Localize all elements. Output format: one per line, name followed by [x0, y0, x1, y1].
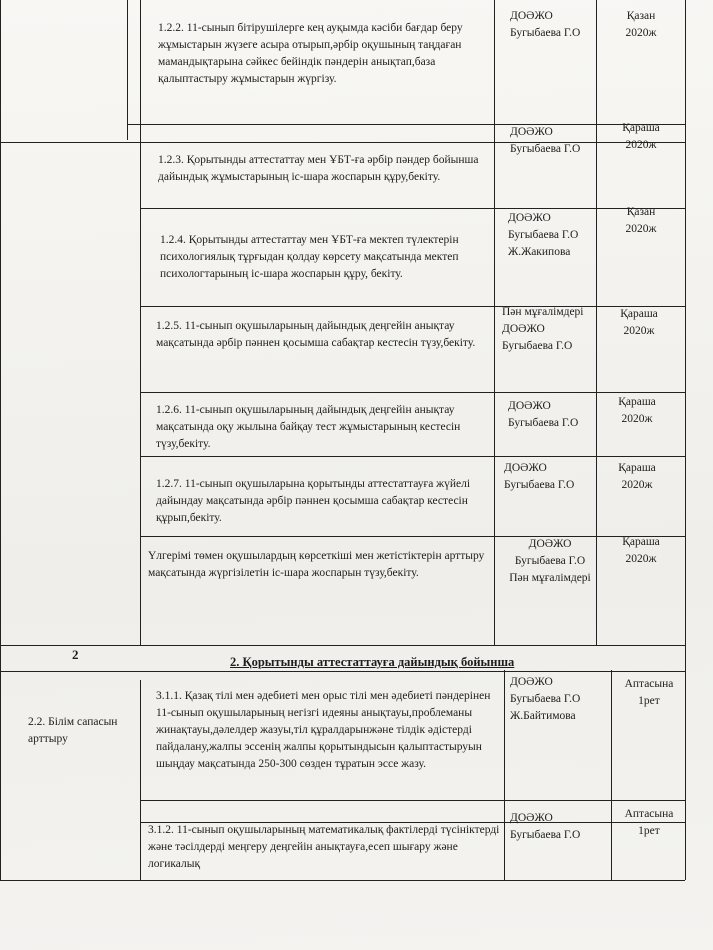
block-left-divider [140, 680, 141, 880]
row-line [140, 208, 685, 209]
responsible-cell: ДОӘЖО Бугыбаева Г.О [504, 462, 575, 491]
date-cell: Қараша 2020ж [622, 536, 660, 565]
date-cell: Қараша 2020ж [620, 308, 658, 337]
row-line [140, 536, 685, 537]
responsible-cell: Пән мұғалімдері ДОӘЖО Бугыбаева Г.О [502, 306, 584, 352]
right-border [685, 0, 686, 880]
responsible-cell: ДОӘЖО Бугыбаева Г.О [510, 812, 581, 841]
task-cell: 1.2.6. 11-сынып оқушыларының дайындық деңгейін анықтау мақсатында оқу жылына байқау тест жұмыстарының кестесін түзу,бекіту. [156, 404, 461, 450]
date-cell: Қазан 2020ж [625, 206, 657, 235]
date-cell: Аптасына 1рет [624, 808, 674, 837]
date-cell: Қазан 2020ж [625, 10, 657, 39]
date-cell: Аптасына 1рет [624, 678, 674, 707]
date-cell: Қараша 2020ж [622, 122, 660, 151]
column-divider-1 [140, 0, 141, 645]
row-line [140, 392, 685, 393]
column-divider-task-top [127, 0, 128, 140]
responsible-cell: ДОӘЖО Бугыбаева Г.О Пән мұғалімдері [509, 538, 591, 584]
task-cell: Үлгерімі төмен оқушылардың көрсеткіші мен жетістіктерін арттыру мақсатында жүргізілетін іс-шара жоспарын түзу,бекіту. [148, 550, 485, 579]
section-title: 2. Қорытынды аттестаттауға дайындық бойынша [230, 655, 515, 669]
left-border [0, 0, 1, 880]
task-cell: 1.2.2. 11-сынып бітірушілерге кең ауқымда кәсіби бағдар беру жұмыстарын жүзеге асыра отырып,әрбір оқушының таңдаған мамандықтарына сәйкес бейіндік пәндерін анықтап,база қалыптастыру жұмыстарын жүргізу. [158, 22, 463, 85]
task-cell: 1.2.3. Қорытынды аттестаттау мен ҰБТ-ға әрбір пәндер бойынша дайындық жұмыстарының іс-шара жоспарын құру,бекіту. [158, 154, 479, 183]
responsible-cell: ДОӘЖО Бугыбаева Г.О [510, 126, 581, 155]
task-cell: 3.1.2. 11-сынып оқушыларының математикалық фактілерді түсініктерді және тәсілдерді меңгеру деңгейін анықтауға,есеп шығару және логикалық [148, 824, 500, 870]
block-resp-divider [611, 670, 612, 880]
column-divider-3 [596, 0, 597, 645]
row-line [140, 306, 685, 307]
task-cell: 3.1.1. Қазақ тілі мен әдебиеті мен орыс тілі мен әдебиеті пәндерінен 11-сынып оқушыларының негізгі идеяны анықтауы,проблеманы жинақтауы,дәлелдер жазуы,тіл құралдарынжәне тілдік әдістерді пайдалану,жалпы эссенің жалпы қорытындысын қалыптастыруын шыңдау мақсатында 250-300 сөзден тұратын эссе жазу. [156, 690, 491, 770]
row-line [0, 645, 685, 646]
row-line [140, 800, 685, 801]
task-cell: 1.2.4. Қорытынды аттестаттау мен ҰБТ-ға мектеп түлектерін психологиялық тұрғыдан қолдау көрсету мақсатында мектеп психологтарының іс-шара жоспарын құру, бекіту. [160, 234, 459, 280]
block-left-label: 2.2. Білім сапасын арттыру [28, 716, 118, 745]
date-cell: Қараша 2020ж [618, 462, 656, 491]
date-cell: Қараша 2020ж [618, 396, 656, 425]
task-cell: 1.2.5. 11-сынып оқушыларының дайындық деңгейін анықтау мақсатында әрбір пәннен қосымша сабақтар кестесін түзу,бекіту. [156, 320, 476, 349]
row-line [127, 124, 685, 125]
row-line [0, 671, 685, 672]
row-line [140, 456, 685, 457]
task-cell: 1.2.7. 11-сынып оқушыларына қорытынды аттестаттауға жүйелі дайындау мақсатында әрбір пәннен қосымша сабақтар кестесін құрып,бекіту. [156, 478, 471, 524]
block-task-divider [504, 670, 505, 880]
section-number: 2 [72, 647, 79, 662]
column-divider-2 [494, 0, 495, 645]
bottom-line [0, 880, 685, 881]
responsible-cell: ДОӘЖО Бугыбаева Г.О Ж.Байтимова [510, 676, 581, 722]
responsible-cell: ДОӘЖО Бугыбаева Г.О Ж.Жакипова [508, 212, 579, 258]
responsible-cell: ДОӘЖО Бугыбаева Г.О [510, 10, 581, 39]
responsible-cell: ДОӘЖО Бугыбаева Г.О [508, 400, 579, 429]
